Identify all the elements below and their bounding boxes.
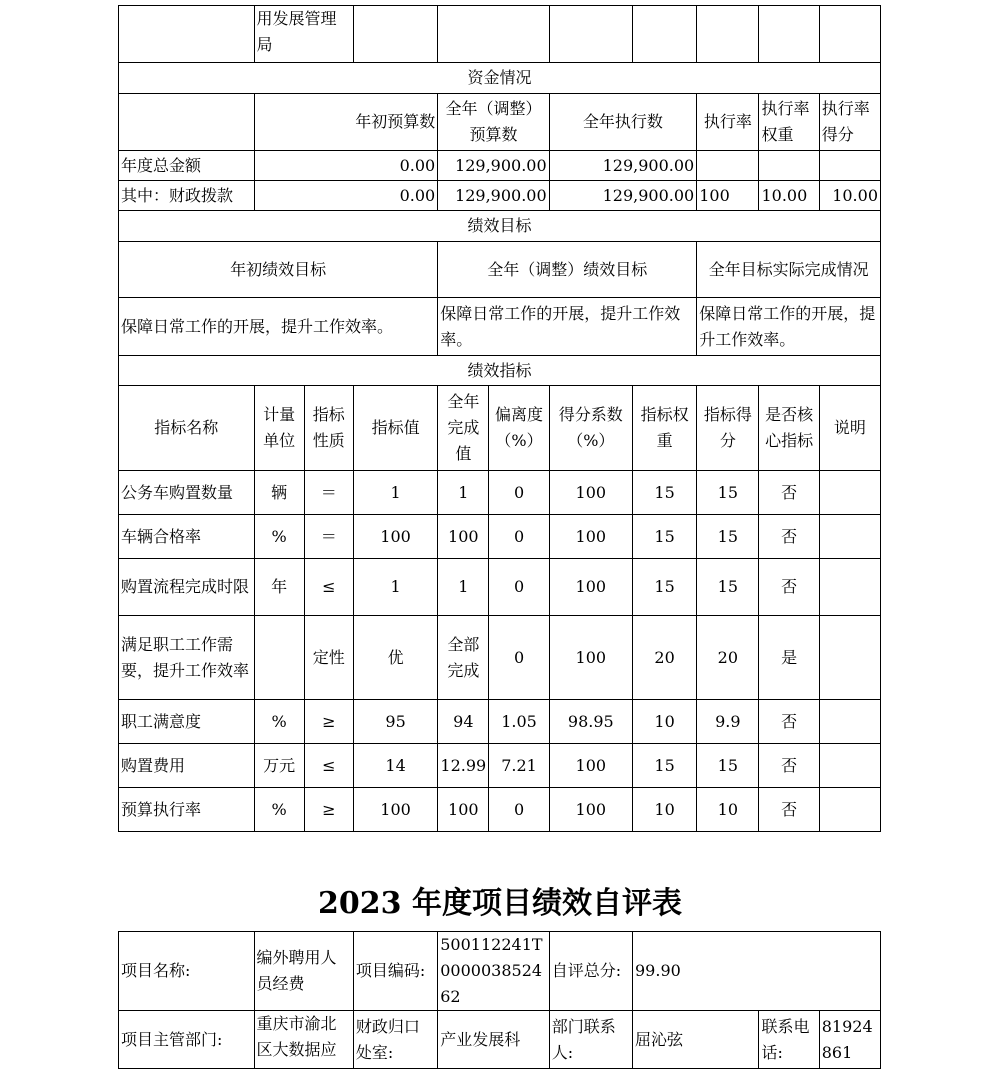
ind-coefficient: 98.95: [549, 700, 632, 744]
project-name-value: 编外聘用人员经费: [254, 932, 353, 1011]
funds-header-adjusted: 全年（调整）预算数: [438, 94, 549, 151]
ind-note: [819, 788, 880, 832]
ind-core: 否: [759, 788, 819, 832]
ind-deviation: 0: [489, 616, 549, 700]
ind-actual: 1: [438, 559, 489, 616]
goals-header-initial: 年初绩效目标: [119, 242, 438, 298]
ind-weight: 15: [632, 744, 696, 788]
ind-deviation: 0: [489, 559, 549, 616]
goal-adjusted-text: 保障日常工作的开展，提升工作效率。: [438, 298, 697, 356]
ind-coefficient: 100: [549, 744, 632, 788]
phone-value: 81924861: [819, 1011, 880, 1069]
ind-core: 否: [759, 700, 819, 744]
ind-header-actual: 全年完成值: [438, 386, 489, 471]
ind-unit: 万元: [254, 744, 304, 788]
ind-unit: %: [254, 788, 304, 832]
ind-actual: 1: [438, 471, 489, 515]
self-score-label: 自评总分:: [549, 932, 632, 1011]
ind-header-name: 指标名称: [119, 386, 255, 471]
funds-header-initial: 年初预算数: [254, 94, 438, 151]
goals-header-actual: 全年目标实际完成情况: [697, 242, 881, 298]
ind-score: 15: [697, 559, 759, 616]
ind-actual: 100: [438, 515, 489, 559]
self-score-value: 99.90: [633, 932, 881, 1011]
ind-nature: ＝: [304, 515, 353, 559]
ind-note: [819, 744, 880, 788]
ind-nature: ≥: [304, 788, 353, 832]
ind-weight: 15: [632, 559, 696, 616]
table-row: [119, 700, 881, 744]
ind-core: 否: [759, 471, 819, 515]
goals-section-title: 绩效目标: [119, 211, 881, 242]
ind-coefficient: 100: [549, 616, 632, 700]
ind-actual: 12.99: [438, 744, 489, 788]
ind-actual: 全部完成: [438, 616, 489, 700]
ind-deviation: 1.05: [489, 700, 549, 744]
ind-header-core: 是否核心指标: [759, 386, 819, 471]
performance-table: [118, 5, 881, 832]
funds-row-adjusted: 129,900.00: [438, 181, 549, 211]
ind-target: 14: [353, 744, 437, 788]
ind-header-deviation: 偏离度（%）: [489, 386, 549, 471]
ind-note: [819, 559, 880, 616]
ind-target: 100: [353, 788, 437, 832]
ind-header-target: 指标值: [353, 386, 437, 471]
ind-header-weight: 指标权重: [632, 386, 696, 471]
ind-score: 15: [697, 471, 759, 515]
funds-row-weight: [759, 151, 819, 181]
unit-name-cell: 用发展管理局: [254, 6, 353, 63]
ind-header-nature: 指标性质: [304, 386, 353, 471]
table-row: [119, 515, 881, 559]
ind-name: 预算执行率: [119, 788, 255, 832]
finance-label: 财政归口处室:: [353, 1011, 437, 1069]
funds-row-initial: 0.00: [254, 181, 438, 211]
ind-note: [819, 471, 880, 515]
funds-row-weight: 10.00: [759, 181, 819, 211]
project-info-table: [118, 931, 881, 1069]
ind-header-note: 说明: [819, 386, 880, 471]
ind-name: 满足职工工作需要，提升工作效率: [119, 616, 255, 700]
page-title: 2023 年度项目绩效自评表: [318, 886, 682, 921]
ind-nature: ≤: [304, 744, 353, 788]
funds-row-adjusted: 129,900.00: [438, 151, 549, 181]
funds-row: [119, 181, 881, 211]
ind-name: 购置流程完成时限: [119, 559, 255, 616]
project-code-value: 500112241T000003852462: [438, 932, 549, 1011]
dept-label: 项目主管部门:: [119, 1011, 255, 1069]
contact-label: 部门联系人:: [549, 1011, 632, 1069]
ind-header-unit: 计量单位: [254, 386, 304, 471]
funds-row-executed: 129,900.00: [549, 151, 697, 181]
ind-header-score: 指标得分: [697, 386, 759, 471]
ind-unit: [254, 616, 304, 700]
ind-note: [819, 616, 880, 700]
ind-coefficient: 100: [549, 788, 632, 832]
funds-row-score: 10.00: [819, 181, 880, 211]
ind-target: 95: [353, 700, 437, 744]
project-code-label: 项目编码:: [353, 932, 437, 1011]
ind-score: 15: [697, 515, 759, 559]
ind-name: 车辆合格率: [119, 515, 255, 559]
ind-weight: 20: [632, 616, 696, 700]
ind-target: 1: [353, 559, 437, 616]
funds-row-label: 其中：财政拨款: [119, 181, 255, 211]
ind-weight: 15: [632, 515, 696, 559]
table-row: [119, 559, 881, 616]
ind-name: 职工满意度: [119, 700, 255, 744]
finance-value: 产业发展科: [438, 1011, 549, 1069]
funds-row-label: 年度总金额: [119, 151, 255, 181]
ind-core: 否: [759, 744, 819, 788]
funds-header-score: 执行率得分: [819, 94, 880, 151]
ind-score: 20: [697, 616, 759, 700]
ind-nature: ＝: [304, 471, 353, 515]
ind-core: 否: [759, 515, 819, 559]
ind-weight: 10: [632, 700, 696, 744]
funds-section-title: 资金情况: [119, 63, 881, 94]
funds-row-score: [819, 151, 880, 181]
dept-value: 重庆市渝北区大数据应: [254, 1011, 353, 1069]
ind-deviation: 0: [489, 471, 549, 515]
ind-coefficient: 100: [549, 471, 632, 515]
ind-core: 否: [759, 559, 819, 616]
project-name-label: 项目名称:: [119, 932, 255, 1011]
funds-row-executed: 129,900.00: [549, 181, 697, 211]
ind-score: 10: [697, 788, 759, 832]
ind-target: 优: [353, 616, 437, 700]
funds-row-rate: 100: [697, 181, 759, 211]
ind-name: 公务车购置数量: [119, 471, 255, 515]
ind-header-coefficient: 得分系数（%）: [549, 386, 632, 471]
ind-weight: 10: [632, 788, 696, 832]
funds-row: [119, 151, 881, 181]
ind-nature: ≤: [304, 559, 353, 616]
table-row: [119, 744, 881, 788]
ind-note: [819, 700, 880, 744]
ind-note: [819, 515, 880, 559]
funds-header-rate: 执行率: [697, 94, 759, 151]
ind-nature: ≥: [304, 700, 353, 744]
ind-unit: %: [254, 700, 304, 744]
ind-unit: 辆: [254, 471, 304, 515]
funds-header-executed: 全年执行数: [549, 94, 697, 151]
table-row: [119, 616, 881, 700]
ind-deviation: 0: [489, 515, 549, 559]
ind-weight: 15: [632, 471, 696, 515]
goal-actual-text: 保障日常工作的开展，提升工作效率。: [697, 298, 881, 356]
ind-target: 1: [353, 471, 437, 515]
table-row: [119, 788, 881, 832]
ind-coefficient: 100: [549, 515, 632, 559]
goals-header-adjusted: 全年（调整）绩效目标: [438, 242, 697, 298]
ind-core: 是: [759, 616, 819, 700]
ind-score: 15: [697, 744, 759, 788]
ind-deviation: 7.21: [489, 744, 549, 788]
table-row: [119, 471, 881, 515]
ind-name: 购置费用: [119, 744, 255, 788]
funds-header-weight: 执行率权重: [759, 94, 819, 151]
indicators-section-title: 绩效指标: [119, 356, 881, 386]
ind-actual: 94: [438, 700, 489, 744]
ind-unit: %: [254, 515, 304, 559]
funds-row-rate: [697, 151, 759, 181]
ind-score: 9.9: [697, 700, 759, 744]
ind-unit: 年: [254, 559, 304, 616]
contact-value: 屈沁弦: [633, 1011, 759, 1069]
ind-nature: 定性: [304, 616, 353, 700]
ind-actual: 100: [438, 788, 489, 832]
goal-initial-text: 保障日常工作的开展，提升工作效率。: [119, 298, 438, 356]
ind-coefficient: 100: [549, 559, 632, 616]
ind-deviation: 0: [489, 788, 549, 832]
ind-target: 100: [353, 515, 437, 559]
funds-row-initial: 0.00: [254, 151, 438, 181]
phone-label: 联系电话:: [759, 1011, 819, 1069]
